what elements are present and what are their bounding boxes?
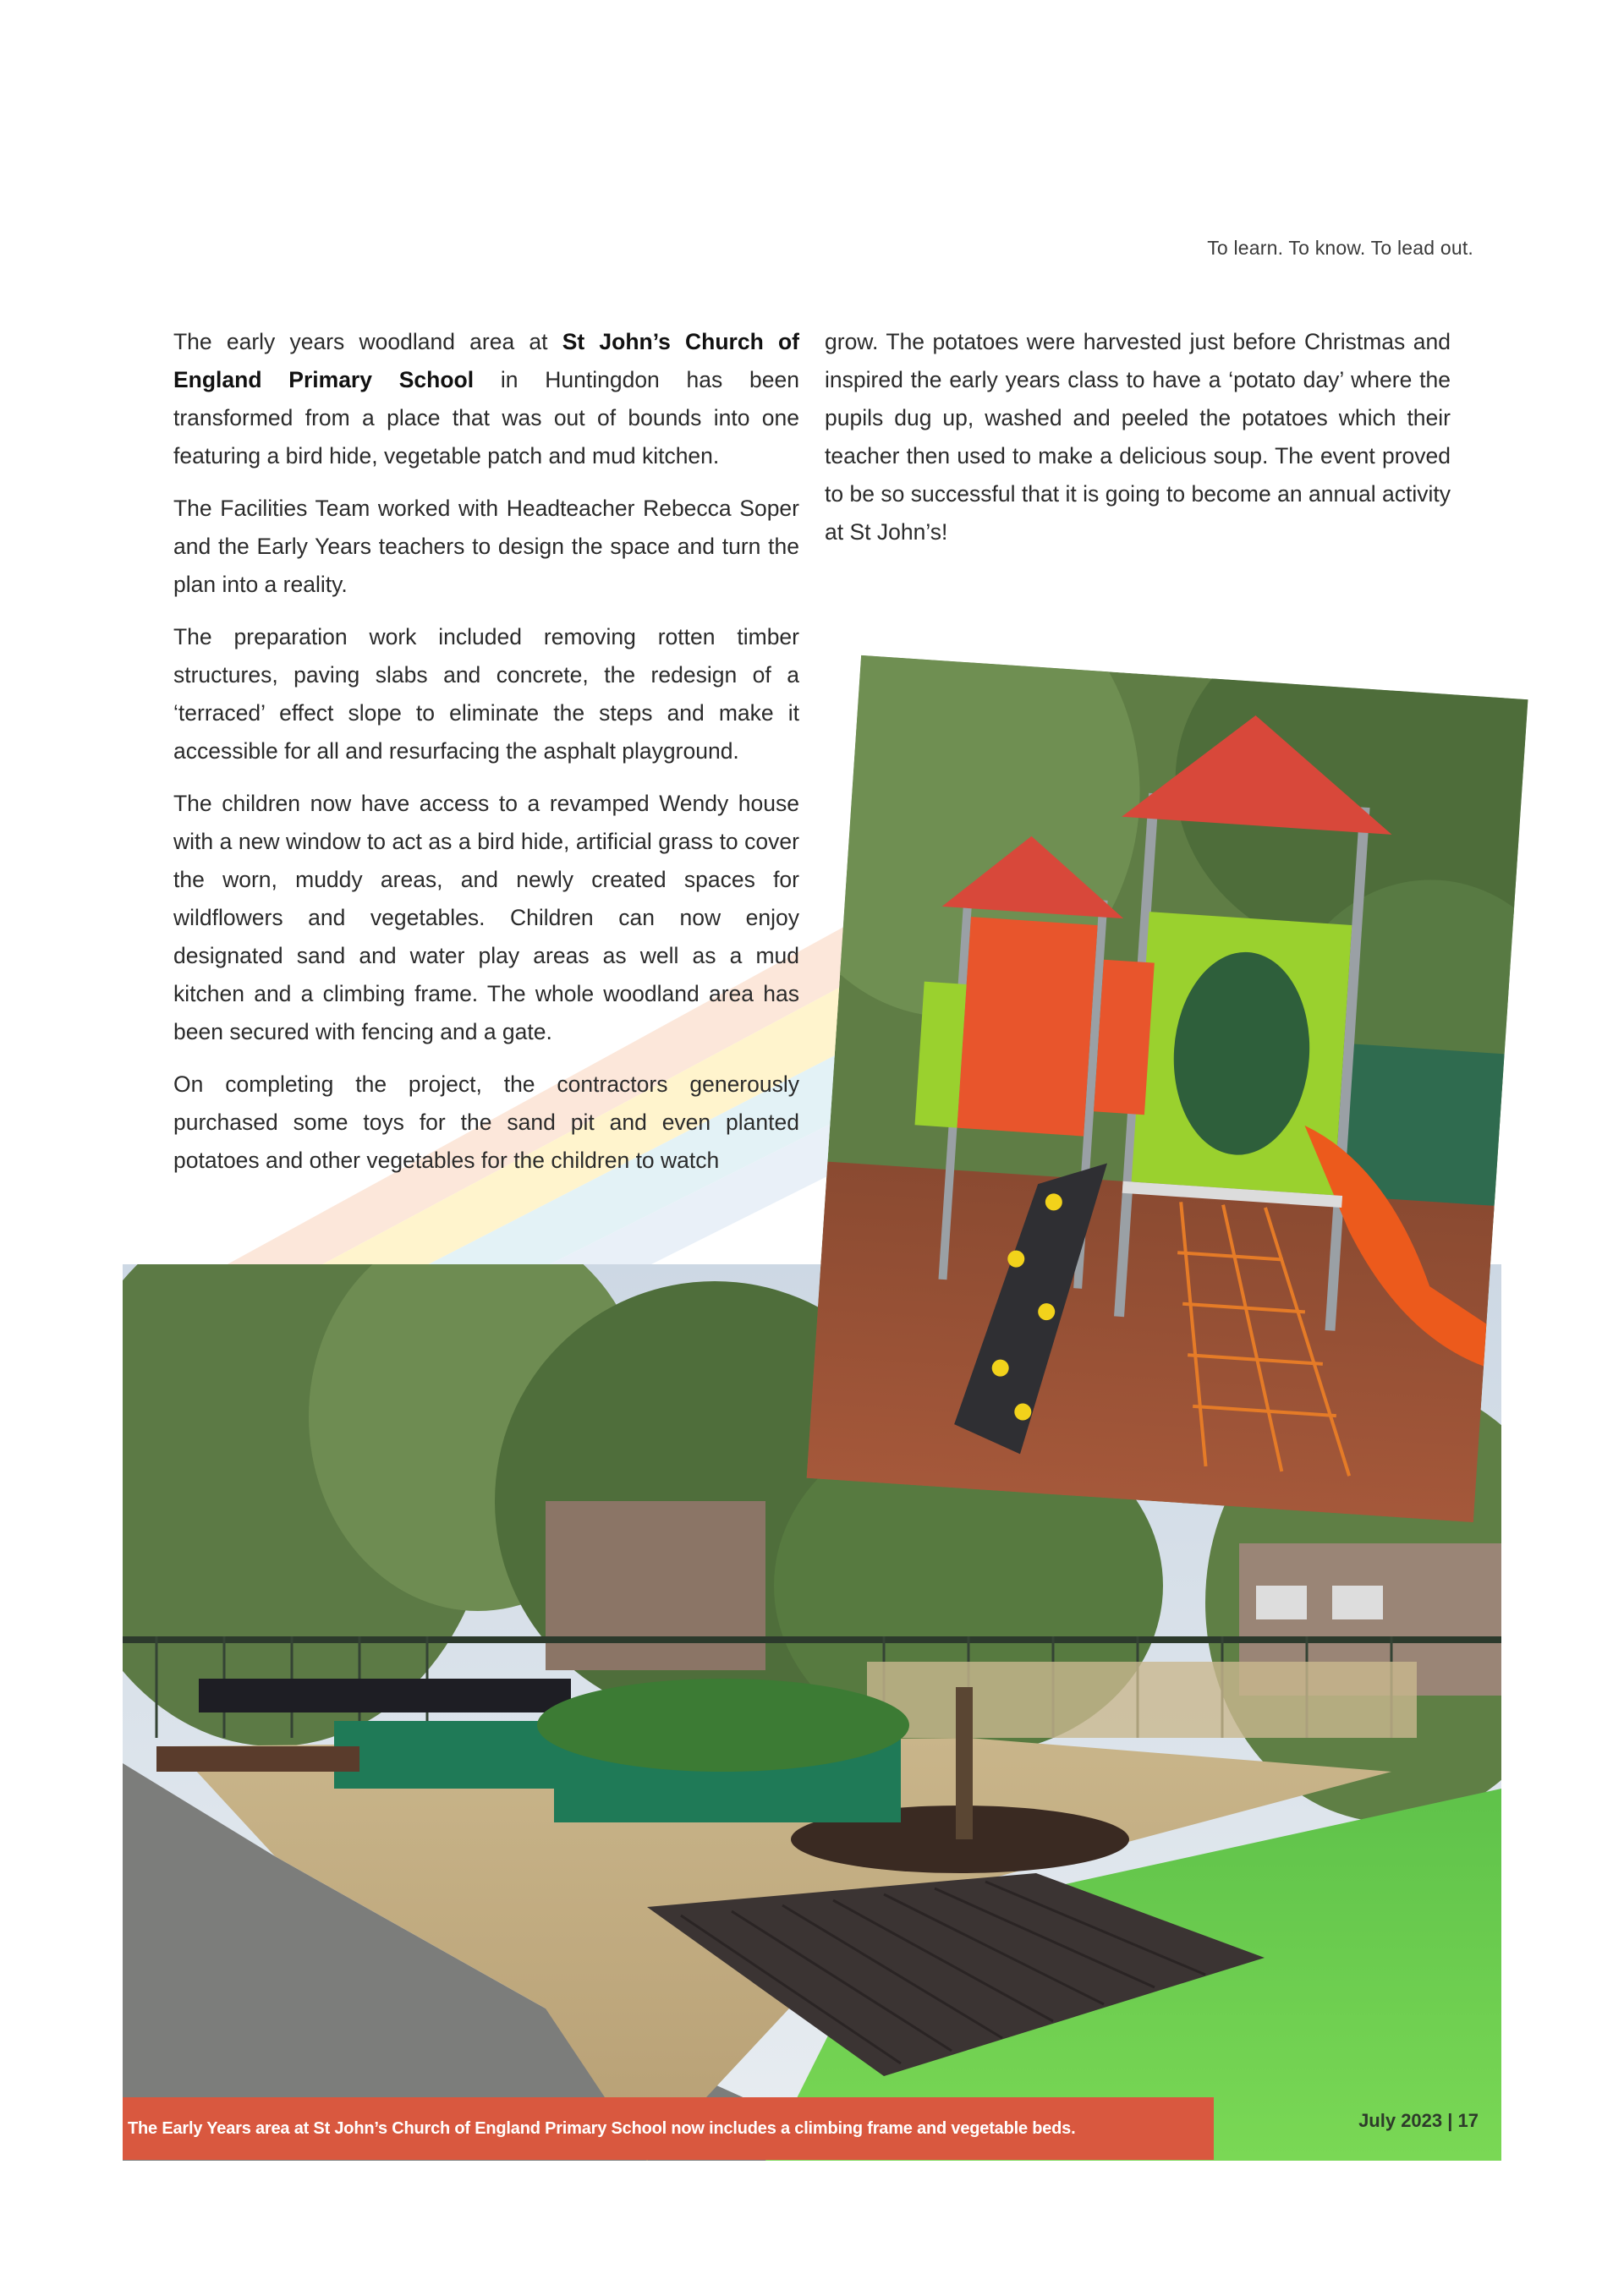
page-folio: July 2023 | 17	[1358, 2110, 1479, 2131]
article-paragraph-5: On completing the project, the contractors generously purchased some toys for the sand pit and even planted potatoes and other vegetables for the children to watch	[173, 1071, 799, 1173]
article-column-right	[825, 323, 1451, 566]
photo-caption: The Early Years area at St John’s Church of England Primary School now includes a climbing frame and vegetable beds.	[128, 2118, 1076, 2138]
header-tagline: To learn. To know. To lead out.	[1207, 237, 1473, 259]
article-paragraph-2: The Facilities Team worked with Headteacher Rebecca Soper and the Early Years teachers to design the space and turn the plan into a reality.	[173, 496, 799, 597]
article-column-left	[173, 323, 799, 1194]
school-name: St John’s Church of England Primary School	[173, 329, 799, 392]
article-paragraph-4: The children now have access to a revamped Wendy house with a new window to act as a bird hide, artificial grass to cover the worn, muddy areas, and newly created spaces for wildflowers and vegetables. Children can now enjoy designated sand and water play areas as well as a mud kitchen and a climbing frame. The whole woodland area has been secured with fencing and a gate.	[173, 791, 799, 1044]
climbing-frame-photo	[807, 655, 1528, 1522]
article-paragraph-1: The early years woodland area at St John’s Church of England Primary School in Huntingdon has been transformed from a place that was out of bounds into one featuring a bird hide, vegetable patch and mud kitchen.	[173, 329, 799, 469]
article-paragraph-6: grow. The potatoes were harvested just before Christmas and inspired the early years class to have a ‘potato day’ where the pupils dug up, washed and peeled the potatoes which their teacher then used to make a delicious soup. The event proved to be so successful that it is going to become an annual activity at St John’s!	[825, 329, 1451, 545]
article-paragraph-3: The preparation work included removing rotten timber structures, paving slabs and concrete, the redesign of a ‘terraced’ effect slope to eliminate the steps and make it accessible for all and resurfacing the asphalt playground.	[173, 624, 799, 764]
photo-caption-bar	[123, 2097, 1214, 2160]
